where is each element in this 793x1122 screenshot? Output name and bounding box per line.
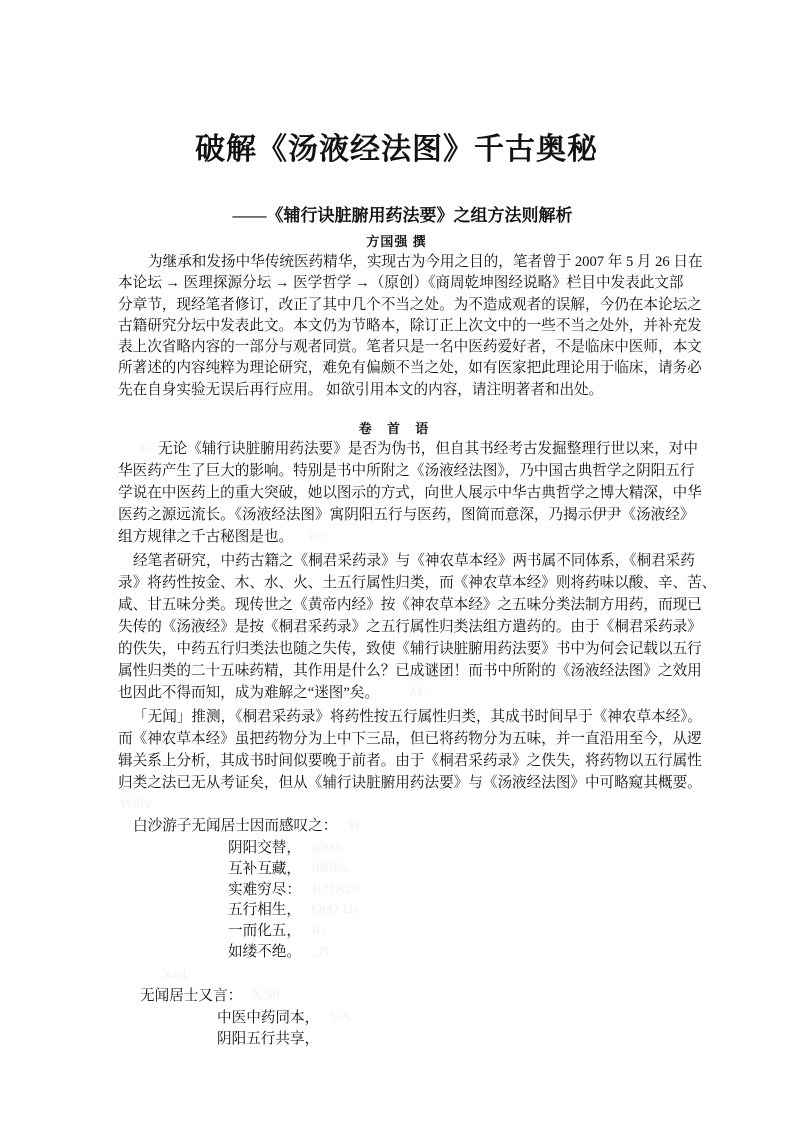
watermark-text: ru: [310, 529, 326, 544]
poem-line: 阴阳交替， [228, 840, 301, 856]
watermark-text: W8iv [120, 797, 152, 812]
text-line: 「无闻」推测，《桐君采药录》将药性按五行属性归类，其成书时间早于《神农草本经》。 [133, 709, 703, 725]
document-title: 破解《汤液经法图》千古奥秘 [195, 133, 598, 166]
watermark-text: Xvd [162, 967, 187, 982]
text-line: 先在自身实验无误后再行应用。 如欲引用本文的内容，请注明著者和出处。 [118, 381, 604, 398]
poem-line: 如缕不绝。 [228, 943, 301, 960]
text-line: 也因此不得而知，成为难解之“迷图”矣。 [118, 685, 380, 701]
document-subtitle: ——《辅行诀脏腑用药法要》之组方法则解析 [232, 206, 573, 225]
body-paragraph [118, 438, 702, 548]
watermark-text: M"; [410, 685, 433, 700]
watermark-text: K*{KzS [312, 882, 360, 897]
text-line: 的佚失，中药五行归类法也随之失传，致使《辅行诀脏腑用药法要》书中为何会记载以五行 [118, 641, 702, 657]
body-paragraph [118, 706, 703, 794]
text-line: 经笔者研究，中药古籍之《桐君采药录》与《神农草本经》两书属不同体系，《桐君采药 [133, 553, 695, 569]
text-line: 医药之源远流长。《汤液经法图》寓阴阳五行与医药，图简而意深，乃揭示伊尹《汤液经》 [118, 507, 695, 523]
watermark-text: R; [312, 923, 326, 938]
preface-paragraph [118, 252, 703, 401]
watermark-text: W [348, 819, 362, 834]
text-line: 辑关系上分析，其成书时间似要晚于前者。由于《桐君采药录》之佚失，将药物以五行属性 [118, 753, 702, 769]
text-line: 华医药产生了巨大的影响。特别是书中所附之《汤液经法图》，乃中国古典哲学之阴阳五行 [118, 463, 695, 479]
watermark-text: %X [330, 1010, 352, 1025]
text-line: 录》将药性按金、木、水、火、土五行属性归类，而《神农草本经》则将药味以酸、辛、苦、 [118, 575, 717, 591]
poem-line: 中医中药同本， [217, 1010, 320, 1026]
text-line: 无论《辅行诀脏腑用药法要》是否为伪书，但自其书经考古发掘整理行世以来，对中 [158, 441, 698, 457]
watermark-text: © [140, 441, 151, 456]
text-line: 属性归类的二十五味药精，其作用是什么？已成谜团！而书中所附的《汤液经法图》之效用 [118, 663, 702, 679]
text-line: 本论坛 → 医理探源分坛 → 医学哲学 →（原创）《商周乾坤图经说略》栏目中发表此文部 [118, 275, 684, 292]
watermark-text: X,59 [252, 988, 280, 1003]
text-line: 为继承和发扬中华传统医药精华，实现古为今用之目的，笔者曾于 2007 年 5 月 26 日在 [148, 254, 703, 270]
watermark-text: 0&8% [312, 861, 349, 876]
text-line: 所著述的内容纯粹为理论研究，难免有偏颇不当之处，如有医家把此理论用于临床，请务必 [118, 360, 702, 377]
poem-intro-text: 白沙游子无闻居士因而感叹之： [133, 818, 338, 834]
poem-intro [133, 816, 337, 837]
poem-line: 一而化五， [228, 923, 301, 940]
poem-line: 阴阳五行共享， [217, 1030, 320, 1047]
body-paragraph [118, 550, 717, 704]
poem-intro-text: 无闻居士又言： [140, 988, 243, 1004]
text-line: 学说在中医药上的重大突破，她以图示的方式，向世人展示中华古典哲学之博大精深，中华 [118, 485, 702, 501]
poem-line: 互补互藏， [228, 860, 301, 877]
text-line: 古籍研究分坛中发表此文。本文仍为节略本，除订正上次文中的一些不当之处外，并补充发 [118, 317, 702, 334]
poem-verse [228, 838, 301, 963]
text-line: 失传的《汤液经》是按《桐君采药录》之五行属性归类法组方遣药的。由于《桐君采药录》 [118, 619, 702, 635]
text-line: 而《神农草本经》虽把药物分为上中下三品，但已将药物分为五味，并一直沿用至今，从逻 [118, 731, 702, 747]
text-line: 分章节，现经笔者修订，改正了其中几个不当之处。为不造成观者的误解，今仍在本论坛之 [118, 296, 702, 313]
watermark-text: OeO`Ds [312, 902, 359, 917]
text-line: 归类之法已无从考证矣，但从《辅行诀脏腑用药法要》与《汤液经法图》中可略窥其概要。 [118, 775, 702, 791]
poem-verse [217, 1008, 319, 1050]
poem-line: 实难穷尽： [228, 881, 301, 898]
text-line: 表上次省略内容的一部分与观者同赏。笔者只是一名中医药爱好者，不是临床中医师，本文 [118, 339, 702, 356]
text-line: 咸、甘五味分类。现传世之《黄帝内经》按《神农草本经》之五味分类法制方用药，而现已 [118, 597, 702, 613]
poem-line: 五行相生， [228, 902, 301, 919]
watermark-text: _N [312, 944, 330, 959]
text-line: 组方规律之千古秘图是也。 [118, 529, 294, 545]
watermark-text: @txk [312, 840, 343, 855]
author-line: 方国强 撰 [366, 234, 427, 249]
section-heading: 卷 首 语 [358, 421, 435, 436]
poem-intro [140, 986, 242, 1007]
